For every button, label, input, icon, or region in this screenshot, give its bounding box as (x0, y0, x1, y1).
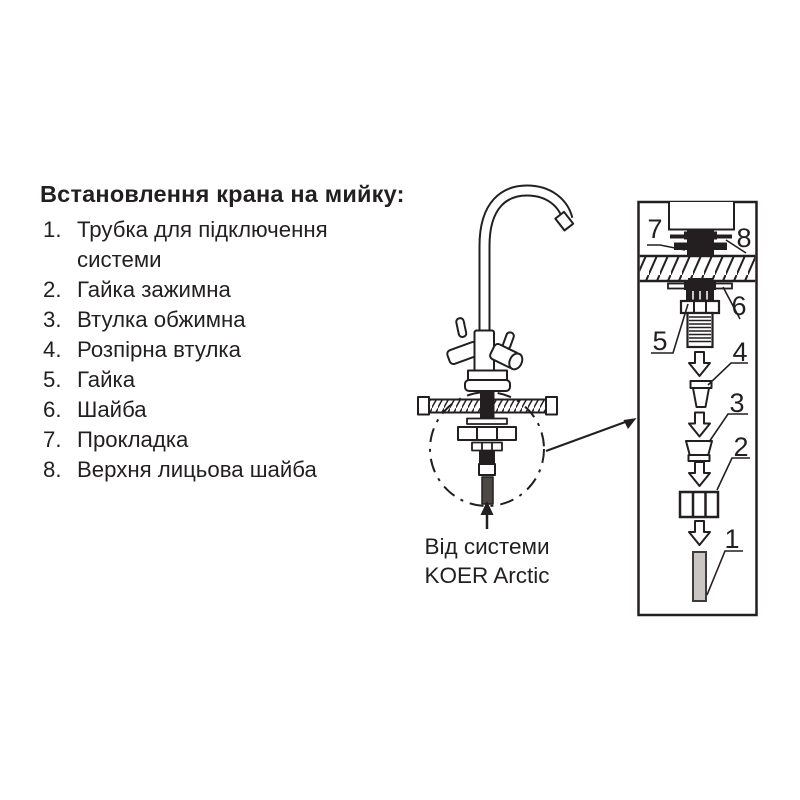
item-number: 6. (43, 397, 62, 422)
item-number: 5. (43, 367, 62, 392)
faucet-base-stub (669, 202, 734, 230)
item-number: 3. (43, 307, 62, 332)
parts-list-item (43, 215, 351, 275)
part-label-5: 5 (652, 326, 668, 356)
part-label-1: 1 (724, 524, 740, 554)
exploded-box (639, 202, 757, 615)
part-2-clamp-nut (680, 492, 718, 517)
item-number: 2. (43, 277, 62, 302)
faucet-spout (485, 191, 574, 337)
parts-list-item (43, 335, 351, 365)
shank-through-sink (480, 399, 495, 414)
parts-list-item (43, 305, 351, 335)
parts-list-item (43, 395, 351, 425)
parts-list-item (43, 455, 351, 485)
mounting-stack (458, 419, 516, 505)
page-title: Встановлення крана на мийку: (40, 181, 405, 207)
part-3-compression-sleeve (686, 441, 712, 461)
part-label-3: 3 (729, 388, 745, 418)
left-handle-lever (456, 318, 467, 338)
stack-nut (458, 427, 516, 440)
part-label-2: 2 (733, 432, 749, 462)
item-number: 8. (43, 457, 62, 482)
caption-line2: KOER Arctic (424, 563, 550, 588)
part-label-6: 6 (731, 291, 747, 321)
item-text: Шайба (77, 397, 147, 422)
stack-shank (479, 451, 495, 464)
faucet-base-collar (465, 371, 510, 392)
item-text: Прокладка (77, 427, 189, 452)
part-1-tube (693, 552, 706, 601)
stack-tube (482, 477, 493, 504)
part-label-7: 7 (647, 214, 663, 244)
item-number: 1. (43, 217, 62, 242)
item-text: Гайка (77, 367, 136, 392)
item-text: Розпірна втулка (77, 337, 241, 362)
item-text: Верхня лицьова шайба (77, 457, 317, 482)
item-number: 7. (43, 427, 62, 452)
stack-small-nut (472, 443, 502, 451)
parts-list (43, 215, 351, 485)
item-number: 4. (43, 337, 62, 362)
stack-ferrule (479, 464, 495, 475)
parts-list-item (43, 275, 351, 305)
parts-list-item (43, 365, 351, 395)
caption-line1: Від системи (424, 534, 550, 559)
sink-section-band (640, 256, 755, 281)
item-text: Трубка для підключення системи (77, 217, 328, 272)
part-5-nut (681, 289, 719, 347)
pointer-arrow (546, 418, 637, 451)
part-label-4: 4 (732, 337, 748, 367)
item-text: Гайка зажимна (77, 277, 231, 302)
item-text: Втулка обжимна (77, 307, 246, 332)
parts-list-item (43, 425, 351, 455)
system-caption (397, 532, 577, 590)
part-label-8: 8 (736, 223, 752, 253)
faucet-drawing (418, 191, 637, 530)
stack-washer (467, 419, 507, 425)
